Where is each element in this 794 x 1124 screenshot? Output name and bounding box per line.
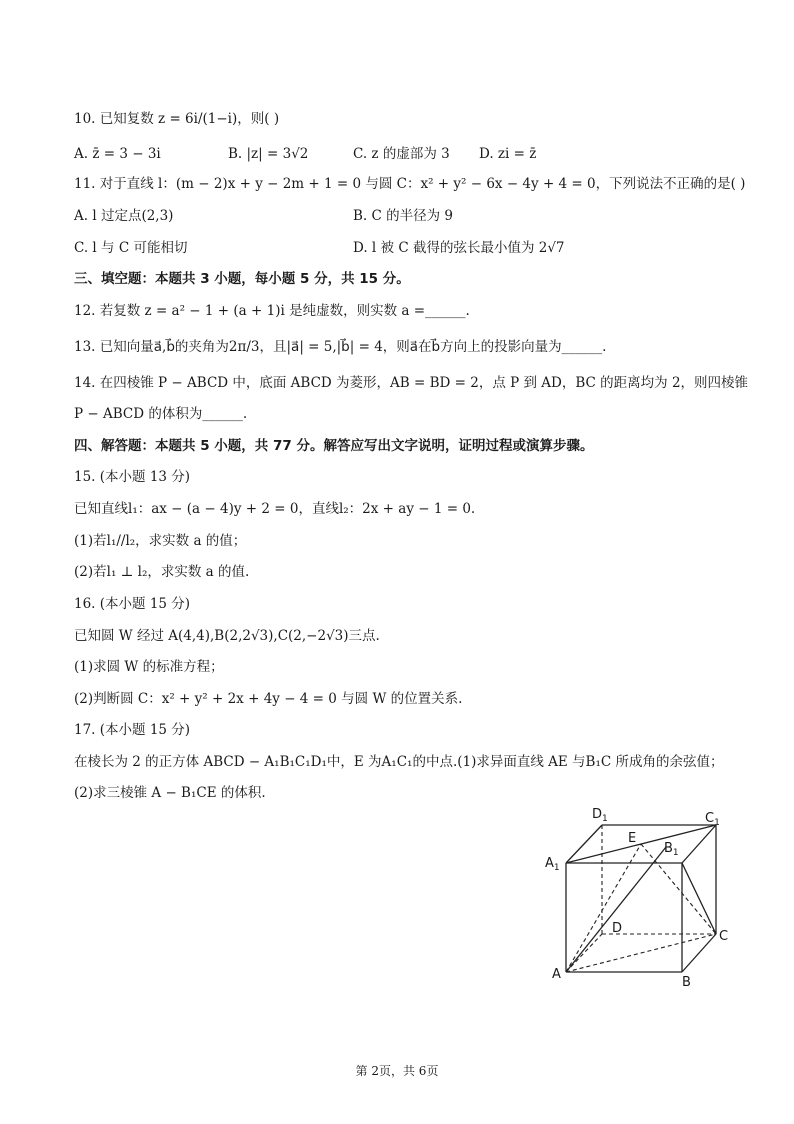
question-17-heading: 17. (本小题 15 分) [74, 722, 191, 738]
label-e: E [628, 831, 637, 846]
q11-option-c: C. l 与 C 可能相切 [74, 240, 188, 256]
question-15-part-2: (2)若l₁ ⊥ l₂，求实数 a 的值. [74, 564, 250, 580]
question-15-heading: 15. (本小题 13 分) [74, 469, 191, 485]
label-b1: $B_1$ [664, 841, 679, 858]
question-16-part-1: (1)求圆 W 的标准方程； [74, 659, 224, 675]
page-footer: 第 2页，共 6页 [355, 1064, 439, 1078]
label-c: C [719, 929, 729, 944]
q11-option-d: D. l 被 C 截得的弦长最小值为 2√7 [353, 240, 565, 256]
edge-bc [682, 934, 716, 972]
question-14-line-1: 14. 在四棱锥 P − ABCD 中，底面 ABCD 为菱形，AB = BD = 2，点 P 到 AD，BC 的距离均为 2，则四棱锥 [74, 375, 749, 391]
q10-option-b: B. |z| = 3√2 [228, 146, 309, 162]
segment-ab1 [566, 847, 666, 972]
question-17-line-1: 在棱长为 2 的正方体 ABCD − A₁B₁C₁D₁中，E 为A₁C₁的中点.(1)求异面直线 AE 与B₁C 所成角的余弦值； [74, 754, 724, 770]
q10-option-c: C. z 的虚部为 3 [353, 146, 450, 162]
cube-figure [540, 800, 740, 995]
label-c1: $C_1$ [705, 811, 720, 828]
hidden-edge-ad [566, 934, 602, 972]
label-b: B [682, 975, 691, 990]
q11-option-b: B. C 的半径为 9 [353, 208, 454, 224]
question-13: 13. 已知向量a⃗,b⃗的夹角为2π/3，且|a⃗| = 5,|b⃗| = 4，则a⃗在b⃗方向上的投影向量为______. [74, 339, 607, 355]
label-d1: $D_1$ [592, 807, 608, 824]
edge-a1d1 [566, 825, 602, 863]
q10-option-d: D. zi = z̄ [479, 146, 537, 162]
question-15-given: 已知直线l₁：ax − (a − 4)y + 2 = 0，直线l₂：2x + ay − 1 = 0. [74, 501, 476, 517]
hidden-segment-ac [566, 934, 716, 972]
question-12: 12. 若复数 z = a² − 1 + (a + 1)i 是纯虚数，则实数 a =______. [74, 303, 470, 319]
question-17-line-2: (2)求三棱锥 A − B₁CE 的体积. [74, 785, 266, 801]
label-d: D [612, 921, 623, 936]
section-3-heading: 三、填空题：本题共 3 小题，每小题 5 分，共 15 分。 [74, 271, 410, 287]
question-15-part-1: (1)若l₁//l₂，求实数 a 的值； [74, 533, 247, 549]
label-a1: $A_1$ [545, 856, 560, 873]
section-4-heading: 四、解答题：本题共 5 小题，共 77 分。解答应写出文字说明，证明过程或演算步骤。 [74, 438, 594, 454]
q10-option-a: A. z̄ = 3 − 3i [74, 146, 161, 162]
q11-option-a: A. l 过定点(2,3) [74, 208, 174, 224]
question-11-stem: 11. 对于直线 l：(m − 2)x + y − 2m + 1 = 0 与圆 C：x² + y² − 6x − 4y + 4 = 0，下列说法不正确的是( ) [74, 176, 746, 192]
label-a: A [552, 967, 561, 982]
edge-b1c1 [682, 825, 716, 863]
question-14-line-2: P − ABCD 的体积为______. [74, 406, 248, 422]
question-16-part-2: (2)判断圆 C：x² + y² + 2x + 4y − 4 = 0 与圆 W 的位置关系. [74, 691, 463, 707]
question-16-heading: 16. (本小题 15 分) [74, 596, 191, 612]
question-16-given: 已知圆 W 经过 A(4,4),B(2,2√3),C(2,−2√3)三点. [74, 628, 380, 644]
question-10-stem: 10. 已知复数 z = 6i/(1−i)，则( ) [74, 111, 280, 127]
